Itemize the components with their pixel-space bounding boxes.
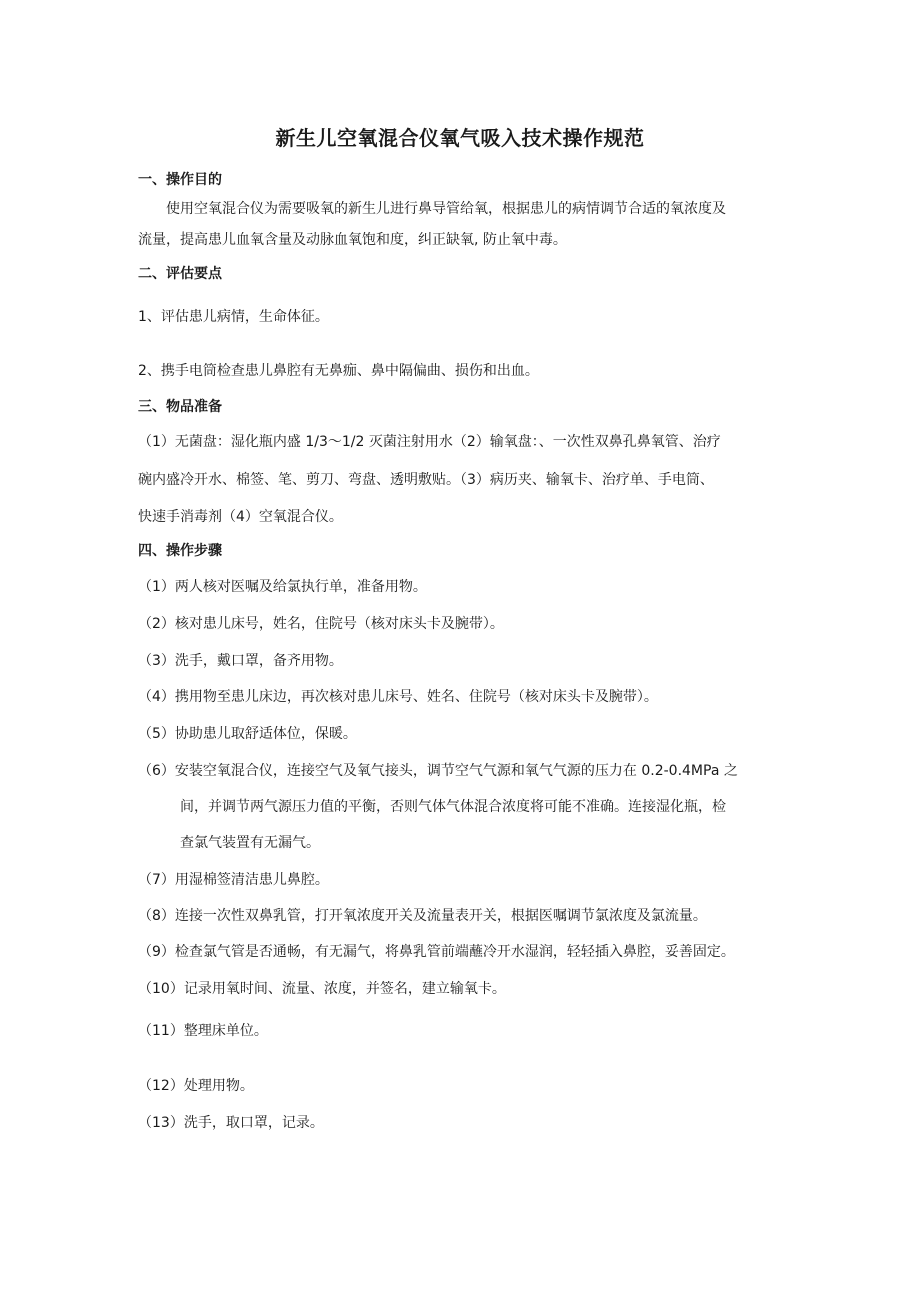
procedure-step-5: （5）协助患儿取舒适体位，保暖。 — [138, 726, 357, 742]
purpose-paragraph-line-1: 使用空氧混合仪为需要吸氧的新生儿进行鼻导管给氧，根据患儿的病情调节合适的氧浓度及 — [166, 201, 726, 217]
section-heading-assessment: 二、评估要点 — [138, 266, 222, 282]
procedure-step-1: （1）两人核对医嘱及给氯执行单，准备用物。 — [138, 579, 427, 595]
procedure-step-9: （9）检查氯气管是否通畅，有无漏气，将鼻乳管前端蘸冷开水湿润，轻轻插入鼻腔，妥善固定。 — [138, 944, 735, 960]
assessment-item-1: 1、评估患儿病情，生命体征。 — [138, 309, 329, 325]
procedure-step-6-line-1: （6）安装空氧混合仪，连接空气及氧气接头，调节空气气源和氧气气源的压力在 0.2-0.4MPa 之 — [138, 763, 738, 779]
procedure-step-12: （12）处理用物。 — [138, 1078, 254, 1094]
procedure-step-4: （4）携用物至患儿床边，再次核对患儿床号、姓名、住院号（核对床头卡及腕带）。 — [138, 689, 658, 705]
assessment-item-2: 2、携手电筒检查患儿鼻腔有无鼻痂、鼻中隔偏曲、损伤和出血。 — [138, 363, 539, 379]
procedure-step-11: （11）整理床单位。 — [138, 1023, 268, 1039]
document-title: 新生儿空氧混合仪氧气吸入技术操作规范 — [275, 126, 645, 150]
supplies-paragraph-line-3: 快速手消毒剂（4）空氧混合仪。 — [138, 509, 343, 525]
procedure-step-7: （7）用湿棉签清洁患儿鼻腔。 — [138, 872, 329, 888]
section-heading-purpose: 一、操作目的 — [138, 172, 222, 188]
procedure-step-13: （13）洗手，取口罩，记录。 — [138, 1115, 324, 1131]
section-heading-supplies: 三、物品准备 — [138, 399, 222, 415]
procedure-step-2: （2）核对患儿床号，姓名，住院号（核对床头卡及腕带）。 — [138, 616, 504, 632]
purpose-paragraph-line-2: 流量，提高患儿血氧含量及动脉血氧饱和度，纠正缺氧, 防止氧中毒。 — [138, 232, 567, 248]
procedure-step-6-line-3: 查氯气装置有无漏气。 — [180, 835, 320, 851]
procedure-step-6-line-2: 间，并调节两气源压力值的平衡，否则气体气体混合浓度将可能不准确。连接湿化瓶，检 — [180, 799, 726, 815]
procedure-step-10: （10）记录用氧时间、流量、浓度，并签名，建立输氧卡。 — [138, 981, 506, 997]
section-heading-procedure: 四、操作步骤 — [138, 543, 222, 559]
supplies-paragraph-line-2: 碗内盛冷开水、棉签、笔、剪刀、弯盘、透明敷贴。（3）病历夹、输氧卡、治疗单、手电筒、 — [138, 472, 714, 488]
supplies-paragraph-line-1: （1）无菌盘：湿化瓶内盛 1/3～1/2 灭菌注射用水（2）输氧盘：、一次性双鼻孔鼻氧管、治疗 — [138, 434, 721, 450]
procedure-step-3: （3）洗手，戴口罩，备齐用物。 — [138, 653, 343, 669]
procedure-step-8: （8）连接一次性双鼻乳管，打开氧浓度开关及流量表开关，根据医嘱调节氯浓度及氯流量。 — [138, 908, 707, 924]
